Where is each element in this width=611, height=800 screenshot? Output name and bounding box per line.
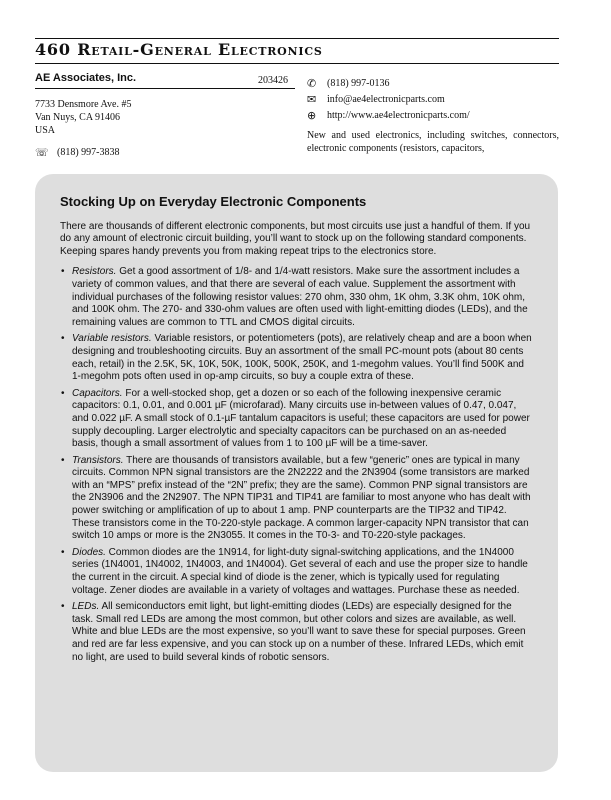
- company-rule: [35, 88, 295, 89]
- item-term: Capacitors.: [72, 387, 123, 399]
- header-bottom-rule: [35, 63, 559, 64]
- fax-row: [35, 146, 295, 159]
- bullet-icon: •: [61, 266, 65, 278]
- item-text: All semiconductors emit light, but light-emitting diodes (LEDs) are especially designed for the task. Small red LEDs are among the most common, but other colors and sizes are available, as well. White and blue LEDs are the most expensive, so you’ll want to save these for special purposes. Green and red are far less expensive, and you can stock up on a number of these. Infrared LEDs, which emit no light, are used to build several kinds of robotic sensors.: [72, 601, 526, 663]
- company-name: AE Associates, Inc.: [35, 72, 137, 84]
- item-term: LEDs.: [72, 601, 100, 613]
- address-line: 7733 Densmore Ave. #5: [35, 99, 132, 110]
- bullet-icon: •: [61, 387, 65, 399]
- website-link[interactable]: http://www.ae4electronicparts.com/: [327, 109, 470, 121]
- sidebar-title: Stocking Up on Everyday Electronic Components: [60, 194, 367, 209]
- item-term: Variable resistors.: [72, 333, 152, 345]
- component-list: [60, 266, 533, 664]
- bullet-icon: •: [61, 601, 65, 613]
- item-text: Variable resistors, or potentiometers (pots), are relatively cheap and are a boon when designing and troubleshooting circuits. Buy an assortment of the small PC-mount pots (about 80 cents each, retail) in the 2.5K, 5K, 10K, 50K, 100K, 500K, 250K, and 1-megohm values. You’ll find 500K and 1-megohm pots often used in op-amp circuits, so buy a couple extra of these.: [72, 333, 532, 383]
- page-header: [35, 40, 323, 59]
- address-line: Van Nuys, CA 91406: [35, 112, 121, 123]
- page-number: 460: [35, 40, 71, 59]
- item-text: Common diodes are the 1N914, for light-duty signal-switching applications, and the 1N4000 series (1N4001, 1N4002, 1N4003, and 1N4004). Get several of each and use the proper size to handle the current in the circuit. A special kind of diode is the zener, which is typically used for regulating voltage. Zener diodes are available in a variety of voltages and wattages. Purchase these as needed.: [72, 546, 528, 596]
- bullet-icon: •: [61, 454, 65, 466]
- email-link[interactable]: info@ae4electronicparts.com: [327, 93, 445, 105]
- sidebar-intro: There are thousands of different electronic components, but most circuits use just a handful of them. If you do any amount of electronic circuit building, you’ll want to stock up on the following standard components. Keeping spares handy prevents you from making repeat trips to the electronics store.: [60, 220, 531, 257]
- sidebar-panel: [35, 174, 558, 772]
- item-term: Transistors.: [72, 454, 124, 466]
- item-term: Diodes.: [72, 546, 106, 558]
- list-item: [60, 455, 533, 543]
- bullet-icon: •: [61, 333, 65, 345]
- vendor-description: New and used electronics, including switches, connectors, electronic components (resistors, capacitors,: [307, 130, 559, 154]
- list-item: [60, 601, 533, 664]
- email-row: [307, 91, 559, 107]
- section-title: Retail-General Electronics: [77, 40, 323, 59]
- address-block: [35, 98, 295, 137]
- fax-number: (818) 997-3838: [57, 147, 120, 158]
- list-item: [60, 266, 533, 329]
- item-term: Resistors.: [72, 266, 117, 278]
- item-text: Get a good assortment of 1/8- and 1/4-watt resistors. Make sure the assortment includes a variety of common values, and that there are several of each value. Supplement the assortment with individual purchases of the following resistor values: 270 ohm, 330 ohm, 1K ohm, 3.3K ohm, 10K ohm, and 100K ohm. The 270- and 330-ohm values are often used with light-emitting diodes (LEDs), and the remaining values are common to TTL and CMOS digital circuits.: [72, 266, 528, 328]
- website-row: [307, 107, 559, 123]
- vendor-code: 203426: [258, 75, 288, 86]
- list-item: [60, 388, 533, 451]
- vendor-left-column: [35, 72, 295, 159]
- fax-icon: ☏: [35, 146, 49, 159]
- list-item: [60, 547, 533, 597]
- phone-number: (818) 997-0136: [327, 77, 390, 89]
- email-icon: ✉: [307, 92, 317, 106]
- item-text: There are thousands of transistors available, but a few “generic” ones are typical in many circuits. Common NPN signal transistors are the 2N2222 and the 2N3904 (some transistors are marked with an “MPS” prefix instead of the “2N” prefix; they are the same). Common PNP signal transistors are the 2N3906 and the 2N2907. The NPN TIP31 and TIP41 are familiar to most anyone who has dealt with power switching or amplification of up to about 1 amp. PNP counterparts are the TIP32 and TIP42. These transistors come in the T0-220-style package. A common larger-capacity NPN transistor that can switch 10 amps or more is the 2N3055. It comes in the T0-3- and T0-220-style packages.: [72, 454, 531, 542]
- bullet-icon: •: [61, 546, 65, 558]
- header-top-rule: [35, 38, 559, 39]
- globe-icon: ⊕: [307, 108, 317, 122]
- vendor-right-column: [307, 75, 559, 155]
- sidebar-content: [60, 196, 533, 668]
- phone-icon: ✆: [307, 76, 317, 90]
- phone-row: [307, 75, 559, 91]
- item-text: For a well-stocked shop, get a dozen or so each of the following inexpensive ceramic capacitors: 0.1, 0.01, and 0.001 µF (microfarad). Many circuits use in-between values of 0.47, 0.047, and 0.022 µF. A small stock of 0.1-µF tantalum capacitors is useful; these capacitors are used for power supply decoupling. Larger electrolytic and specialty capacitors can be purchased on an as-needed basis, though a small assortment of values from 1 to 100 µF will be a time-saver.: [72, 387, 530, 450]
- list-item: [60, 333, 533, 383]
- address-line: USA: [35, 125, 56, 136]
